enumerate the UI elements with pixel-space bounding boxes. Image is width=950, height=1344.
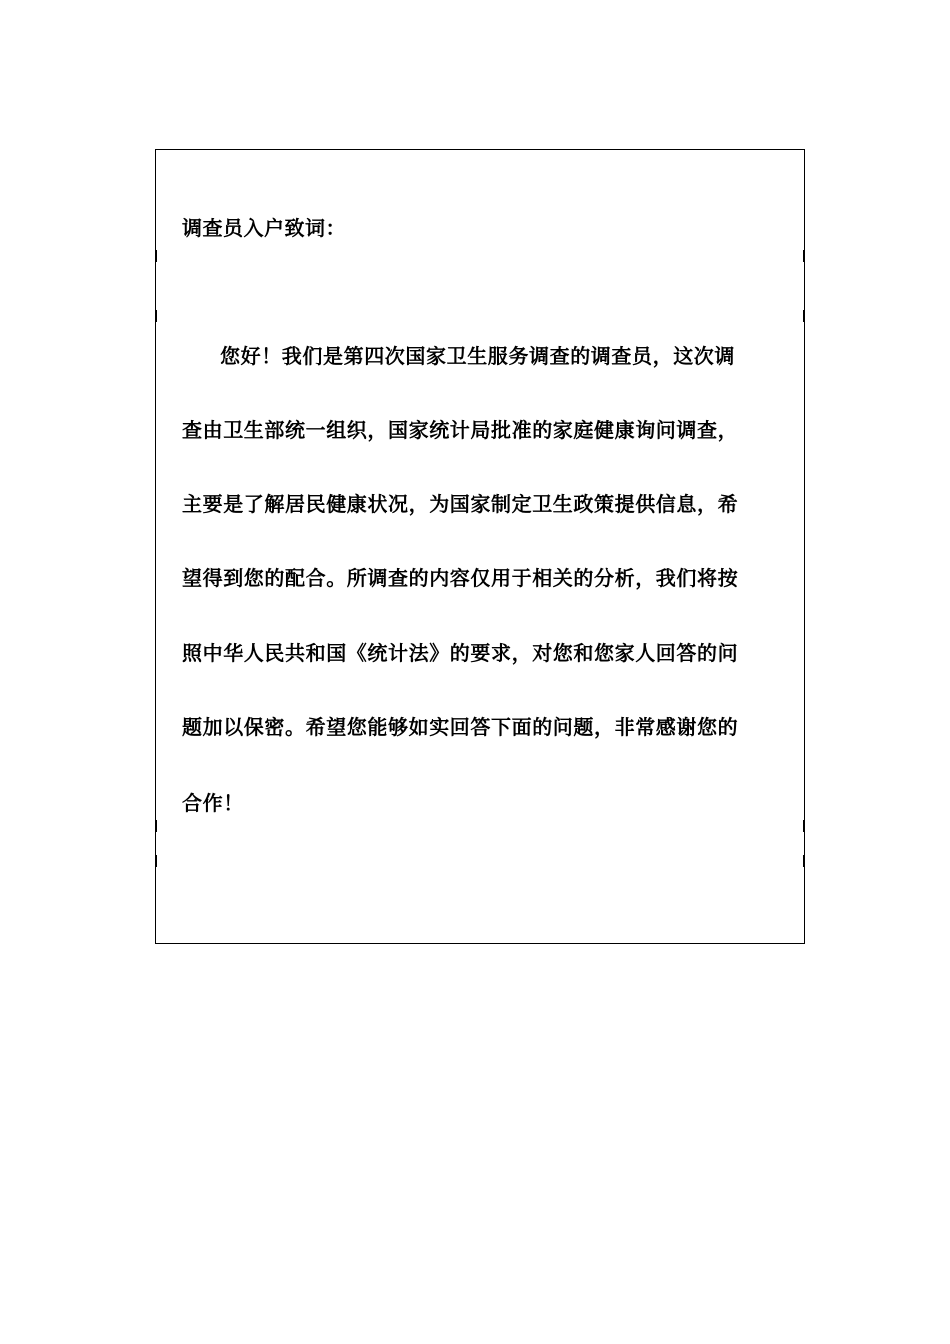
frame-tick-right bbox=[803, 310, 805, 322]
frame-tick-left bbox=[155, 250, 157, 262]
letter-line: 主要是了解居民健康状况，为国家制定卫生政策提供信息，希 bbox=[182, 492, 739, 516]
letter-line: 题加以保密。希望您能够如实回答下面的问题，非常感谢您的 bbox=[182, 715, 739, 739]
letter-line: 查由卫生部统一组织，国家统计局批准的家庭健康询问调查， bbox=[182, 418, 739, 442]
frame-tick-right bbox=[803, 820, 805, 832]
letter-line: 您好！我们是第四次国家卫生服务调查的调查员，这次调 bbox=[220, 344, 735, 368]
frame-tick-right bbox=[803, 250, 805, 262]
letter-line: 合作！ bbox=[182, 791, 244, 815]
letter-heading: 调查员入户致词： bbox=[182, 216, 346, 240]
frame-tick-left bbox=[155, 310, 157, 322]
letter-line: 照中华人民共和国《统计法》的要求，对您和您家人回答的问 bbox=[182, 641, 739, 665]
frame-tick-left bbox=[155, 820, 157, 832]
letter-line: 望得到您的配合。所调查的内容仅用于相关的分析，我们将按 bbox=[182, 566, 739, 590]
letter-frame bbox=[155, 149, 805, 944]
frame-tick-right bbox=[803, 855, 805, 867]
frame-tick-left bbox=[155, 855, 157, 867]
